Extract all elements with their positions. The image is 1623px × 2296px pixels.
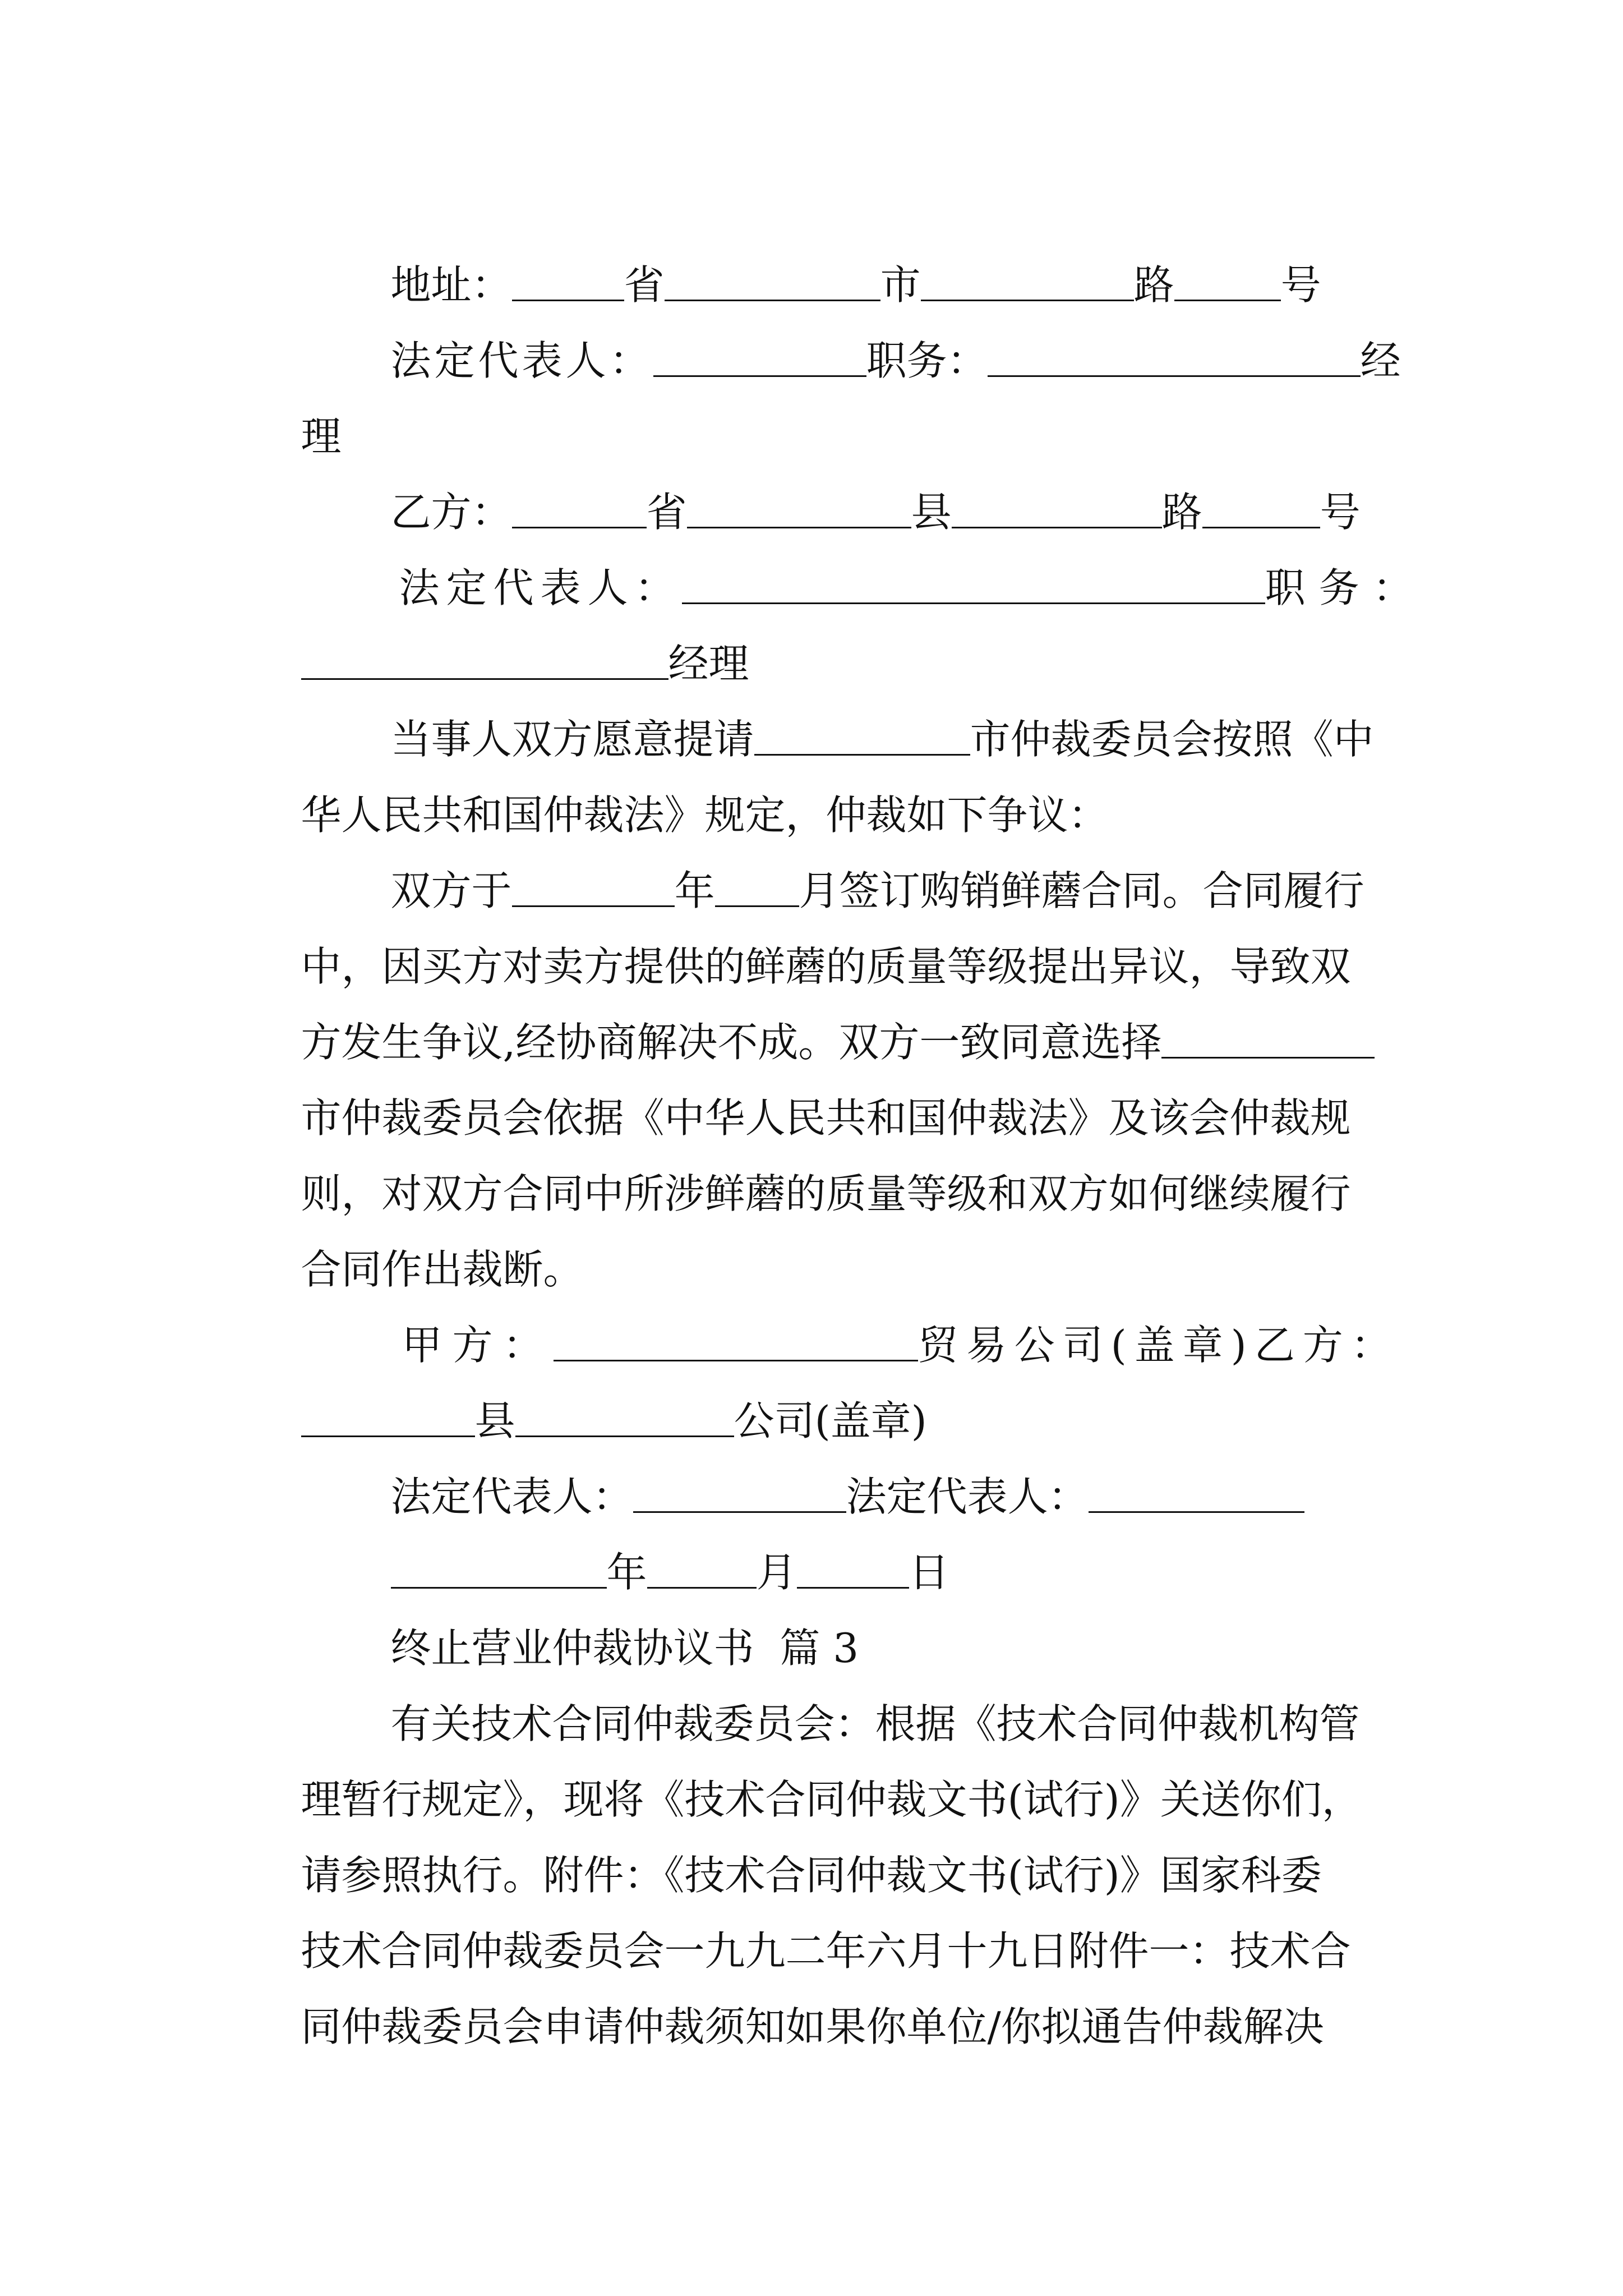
- county-text: 县: [474, 1397, 515, 1444]
- body-text: 请参照执行。附件：《技术合同仲裁文书(试行)》国家科委: [301, 1852, 1322, 1899]
- representative-label: 法定代表人：: [390, 1473, 633, 1520]
- body-text: 合同作出裁断。: [301, 1246, 584, 1293]
- blank-number: [1174, 266, 1281, 301]
- body-text: 技术合同仲裁委员会一九九二年六月十九日附件一：技术合: [301, 1927, 1351, 1975]
- city-text: 市: [880, 261, 921, 309]
- position-label: 职务：: [866, 337, 988, 384]
- body-line: [250, 1966, 1324, 2087]
- representative-label: 法定代表人：: [846, 1473, 1089, 1520]
- blank-city: [1161, 1023, 1375, 1059]
- address-label: 地址：: [390, 261, 512, 309]
- blank-position: [301, 645, 668, 680]
- blank-day: [797, 1553, 909, 1589]
- blank-road: [952, 493, 1162, 528]
- position-label: 职务：: [1265, 564, 1427, 611]
- number-text: 号: [1280, 261, 1321, 309]
- wrap-line: [250, 376, 342, 497]
- day-text: 日: [909, 1549, 949, 1596]
- body-text: 市仲裁委员会依据《中华人民共和国仲裁法》及该会仲裁规: [301, 1094, 1351, 1142]
- year-text: 年: [674, 867, 715, 914]
- party-a-representative-line: [339, 300, 1401, 421]
- county-text: 县: [911, 489, 952, 536]
- representative-label: 法定代表人：: [390, 337, 653, 384]
- blank-city: [665, 266, 880, 301]
- blank-county: [301, 1402, 475, 1437]
- body-text: 中，因买方对卖方提供的鲜蘑的质量等级提出异议，导致双: [301, 943, 1351, 990]
- province-text: 省: [624, 261, 665, 309]
- company-seal-text: 贸易公司(盖章)乙方：: [917, 1322, 1399, 1369]
- blank-number: [1202, 493, 1320, 528]
- blank-company: [515, 1402, 734, 1437]
- blank-position: [988, 342, 1361, 377]
- body-text: 方发生争议,经协商解决不成。双方一致同意选择: [301, 1019, 1162, 1066]
- month-text: 月: [756, 1549, 797, 1596]
- blank-city: [754, 720, 970, 756]
- company-seal-text: 公司(盖章): [734, 1397, 927, 1444]
- body-text: 则，对双方合同中所涉鲜蘑的质量等级和双方如何继续履行: [301, 1170, 1351, 1217]
- party-b-label: 乙方：: [390, 489, 512, 536]
- blank-representative: [633, 1478, 846, 1513]
- blank-representative: [1089, 1478, 1304, 1513]
- number-text: 号: [1320, 489, 1361, 536]
- representative-label: 法定代表人：: [399, 564, 682, 611]
- body-text: 市仲裁委员会按照《中: [970, 716, 1374, 763]
- manager-text: 经理: [668, 640, 749, 687]
- province-text: 省: [646, 489, 687, 536]
- body-text: 月签订购销鲜蘑合同。合同履行: [799, 867, 1364, 914]
- blank-province: [512, 266, 624, 301]
- road-text: 路: [1133, 261, 1174, 309]
- blank-representative: [682, 569, 1265, 604]
- blank-month: [647, 1553, 757, 1589]
- blank-representative: [653, 342, 866, 377]
- blank-party-a: [554, 1326, 918, 1361]
- blank-road: [921, 266, 1134, 301]
- body-text: 有关技术合同仲裁委员会：根据《技术合同仲裁机构管: [390, 1700, 1360, 1747]
- wrap-text: 理: [301, 413, 342, 460]
- blank-year: [512, 872, 675, 907]
- year-text: 年: [606, 1549, 647, 1596]
- body-text: 华人民共和国仲裁法》规定，仲裁如下争议：: [301, 792, 1109, 839]
- body-text: 理暂行规定》，现将《技术合同仲裁文书(试行)》关送你们，: [301, 1776, 1362, 1823]
- blank-year: [391, 1553, 607, 1589]
- position-suffix-text: 经: [1360, 337, 1401, 384]
- road-text: 路: [1161, 489, 1202, 536]
- blank-province: [512, 493, 647, 528]
- body-text: 当事人双方愿意提请: [390, 716, 754, 763]
- body-text: 双方于: [390, 867, 512, 914]
- party-a-label: 甲方：: [402, 1322, 554, 1369]
- blank-county: [687, 493, 911, 528]
- body-text: 同仲裁委员会申请仲裁须知如果你单位/你拟通告仲裁解决: [301, 2003, 1324, 2050]
- blank-month: [715, 872, 799, 907]
- section-heading-text: 终止营业仲裁协议书 篇 3: [390, 1625, 859, 1672]
